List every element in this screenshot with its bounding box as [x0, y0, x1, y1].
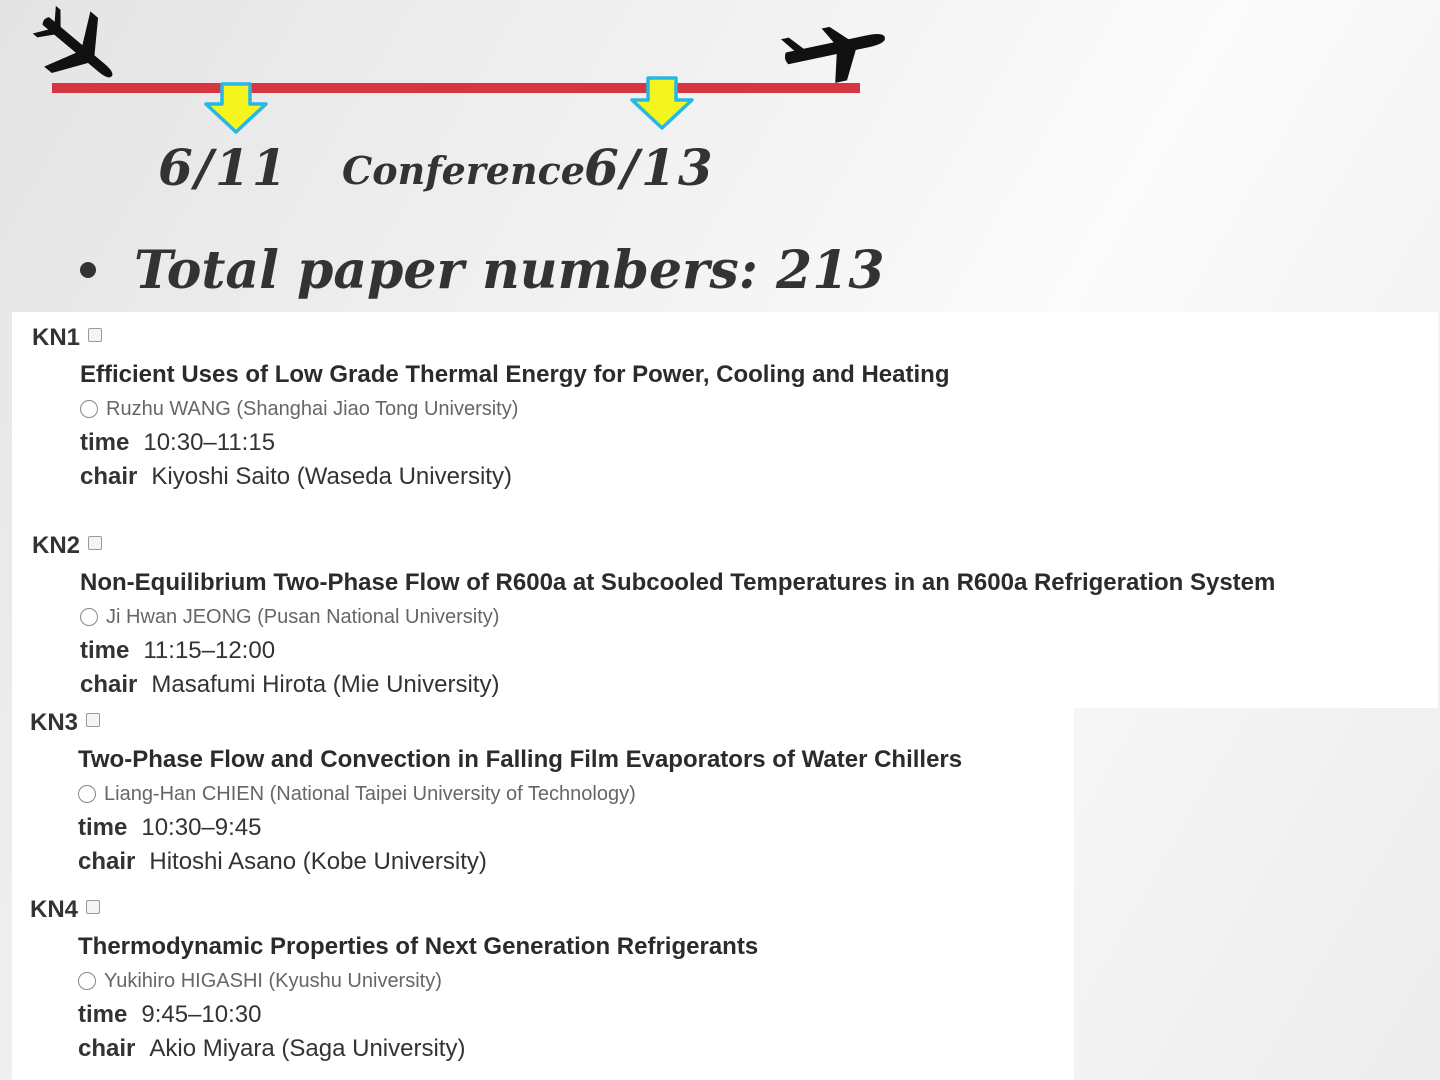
- keynote-checkbox[interactable]: [88, 328, 102, 342]
- time-label: time: [80, 637, 130, 664]
- speaker-radio[interactable]: [80, 608, 98, 626]
- chair-row: [80, 668, 1275, 702]
- time-label: time: [80, 429, 130, 456]
- keynote-header: [32, 530, 1275, 562]
- paper-title: Non-Equilibrium Two-Phase Flow of R600a at Subcooled Temperatures in an R600a Refrigeration System: [80, 569, 1276, 596]
- chair-row: [78, 845, 962, 879]
- total-papers-text: Total paper numbers: 213: [134, 239, 885, 301]
- speaker-name: Yukihiro HIGASHI (Kyushu University): [104, 969, 442, 992]
- keynote-checkbox[interactable]: [86, 900, 100, 914]
- chair-row: [78, 1032, 758, 1066]
- time-label: time: [78, 814, 128, 841]
- speaker: [80, 600, 1275, 634]
- time-value: 11:15–12:00: [143, 637, 276, 664]
- keynote-checkbox[interactable]: [88, 536, 102, 550]
- time-row: [78, 811, 962, 845]
- keynote-id: KN3: [30, 709, 79, 736]
- paper-title: Two-Phase Flow and Convection in Falling Film Evaporators of Water Chillers: [78, 746, 963, 773]
- keynote-header: [32, 322, 949, 354]
- time-label: time: [78, 1001, 128, 1028]
- keynote-id: KN2: [32, 532, 81, 559]
- time-row: [80, 634, 1275, 668]
- speaker-name: Ji Hwan JEONG (Pusan National University): [106, 605, 500, 628]
- keynote-header: [30, 707, 962, 739]
- speaker-name: Ruzhu WANG (Shanghai Jiao Tong University): [106, 397, 519, 420]
- bullet-icon: [80, 262, 96, 278]
- chair-row: [80, 460, 949, 494]
- speaker-name: Liang-Han CHIEN (National Taipei University of Technology): [104, 782, 636, 805]
- conference-label: Conference: [342, 148, 585, 193]
- time-value: 9:45–10:30: [141, 1001, 262, 1028]
- chair-value: Kiyoshi Saito (Waseda University): [151, 463, 512, 490]
- keynote-entry-kn3: [30, 707, 962, 879]
- keynote-id: KN4: [30, 896, 79, 923]
- keynote-id: KN1: [32, 324, 81, 351]
- paper-title: Efficient Uses of Low Grade Thermal Energy for Power, Cooling and Heating: [80, 361, 950, 388]
- speaker: [80, 392, 949, 426]
- speaker: [78, 777, 962, 811]
- start-date: 6/11: [158, 138, 289, 197]
- plane-takeoff-icon: [781, 16, 892, 92]
- slide-header: [0, 0, 1440, 312]
- chair-label: chair: [78, 848, 136, 875]
- keynote-checkbox[interactable]: [86, 713, 100, 727]
- speaker: [78, 964, 758, 998]
- total-papers: [80, 230, 885, 310]
- chair-value: Masafumi Hirota (Mie University): [151, 671, 500, 698]
- speaker-radio[interactable]: [80, 400, 98, 418]
- keynote-header: [30, 894, 758, 926]
- chair-label: chair: [80, 671, 138, 698]
- end-date: 6/13: [584, 138, 715, 197]
- time-row: [78, 998, 758, 1032]
- time-value: 10:30–9:45: [141, 814, 262, 841]
- chair-label: chair: [78, 1035, 136, 1062]
- chair-value: Akio Miyara (Saga University): [149, 1035, 466, 1062]
- chair-value: Hitoshi Asano (Kobe University): [149, 848, 487, 875]
- keynote-entry-kn2: [32, 530, 1275, 702]
- keynote-entry-kn4: [30, 894, 758, 1066]
- time-value: 10:30–11:15: [143, 429, 276, 456]
- chair-label: chair: [80, 463, 138, 490]
- keynote-entry-kn1: [32, 322, 949, 494]
- time-row: [80, 426, 949, 460]
- speaker-radio[interactable]: [78, 785, 96, 803]
- speaker-radio[interactable]: [78, 972, 96, 990]
- paper-title: Thermodynamic Properties of Next Generation Refrigerants: [78, 933, 759, 960]
